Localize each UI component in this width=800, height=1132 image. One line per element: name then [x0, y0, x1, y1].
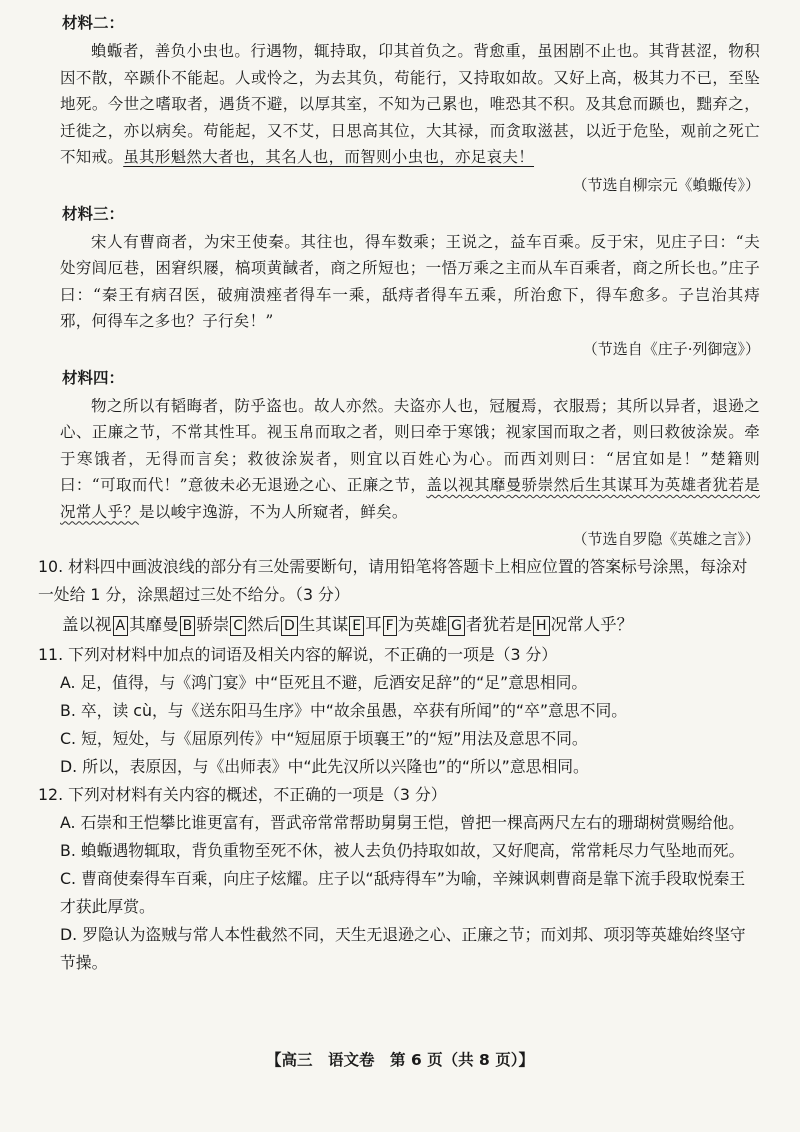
question-11-option-c[interactable]: C. 短，短处，与《屈原列传》中“短屈原于顷襄王”的“短”用法及意思不同。: [60, 729, 588, 748]
q10-seg-2: 其靡曼: [129, 615, 179, 634]
q10-seg-1: 盖以视: [62, 615, 112, 634]
material-2-text: [60, 38, 760, 171]
question-12-option-b[interactable]: B. 蝜蝂遇物辄取，背负重物至死不休，被人去负仍持取如故，又好爬高，常常耗尽力气坠地而死。: [60, 841, 745, 860]
material-4-source: （节选自罗隐《英雄之言》）: [572, 530, 760, 548]
material-4-body-after: 是以峻宇逸游，不为人所窥者，鲜矣。: [139, 502, 408, 521]
q10-seg-6: 耳: [365, 615, 382, 634]
q10-box-d[interactable]: D: [281, 616, 298, 636]
material-3-text-wrap: [60, 229, 760, 335]
q10-box-e[interactable]: E: [349, 616, 364, 636]
question-10-stem: 10. 材料四中画波浪线的部分有三处需要断句，请用铅笔将答题卡上相应位置的答案标号涂黑，每涂对一处给 1 分，涂黑超过三处不给分。（3 分）: [38, 557, 748, 604]
q10-box-c[interactable]: C: [230, 616, 246, 636]
question-12-option-c[interactable]: C. 曹商使秦得车百乘，向庄子炫耀。庄子以“舐痔得车”为喻，辛辣讽刺曹商是靠下流手段取悦秦王才获此厚赏。: [60, 869, 746, 916]
q10-seg-8: 者犹若是: [466, 615, 533, 634]
question-10-sentence: [62, 609, 760, 641]
question-12: [38, 781, 760, 977]
q10-seg-4: 然后: [246, 615, 280, 634]
question-11: [38, 641, 760, 781]
question-12-option-d[interactable]: D. 罗隐认为盗贼与常人本性截然不同，天生无退逊之心、正廉之节；而刘邦、项羽等英雄始终坚守节操。: [60, 925, 746, 972]
material-2-source: （节选自柳宗元《蝜蝂传》）: [572, 175, 760, 194]
q10-seg-7: 为英雄: [397, 615, 448, 634]
q10-box-g[interactable]: G: [448, 616, 465, 636]
q10-seg-9: 况常人乎？: [550, 615, 634, 634]
exam-page: [38, 8, 760, 977]
material-4-heading: 材料四：: [62, 368, 125, 387]
material-2-body: 蝜蝂者，善负小虫也。行遇物，辄持取，卬其首负之。背愈重，虽困剧不止也。其背甚涩，物积因不散，卒踬仆不能起。人或怜之，为去其负，苟能行，又持取如故。又好上高，极其力不已，至坠地死。今世之嗜取者，遇货不避，以厚其室，不知为己累也，唯恐其不积。及其怠而踬也，黜弃之，迁徙之，亦以病矣。苟能起，又不艾，日思高其位，大其禄，而贪取滋甚，以近于危坠，观前之死亡不知戒。: [60, 42, 760, 166]
material-2-underlined: 虽其形魁然大者也，其名人也，而智则小虫也，亦足哀夫！: [123, 148, 535, 166]
material-3-source: （节选自《庄子·列御寇》）: [582, 339, 760, 358]
q10-box-b[interactable]: B: [180, 616, 196, 636]
q10-seg-3: 骄崇: [196, 615, 230, 634]
question-11-option-b[interactable]: B. 卒，读 cù，与《送东阳马生序》中“故余虽愚，卒获有所闻”的“卒”意思不同。: [60, 701, 628, 720]
q10-seg-5: 生其谋: [298, 615, 349, 634]
q10-box-a[interactable]: A: [113, 616, 129, 636]
question-11-option-d[interactable]: D. 所以，表原因，与《出师表》中“此先汉所以兴隆也”的“所以”意思相同。: [60, 757, 589, 776]
material-4-body-before: 物之所以有韬晦者，防乎盗也。故人亦然。夫盗亦人也，冠履焉，衣服焉；其所以异者，退逊之心、正廉之节，不常其性耳。视玉帛而取之者，则曰牵于寒饿；视家国而取之者，则曰救彼涂炭。牵于寒饿者，无得而言矣；救彼涂炭者，则宜以百姓心为心。而西刘则曰：“居宜如是！”楚籍则曰：“可取而代！”意彼未必无退逊之心、正廉之节，: [60, 396, 760, 494]
material-3-text: 宋人有曹商者，为宋王使秦。其往也，得车数乘；王说之，益车百乘。反于宋，见庄子曰：“夫处穷闾厄巷，困窘织屦，槁项黄馘者，商之所短也；一悟万乘之主而从车百乘者，商之所长也。”庄子曰：“秦王有病召医，破痈溃痤者得车一乘，舐痔者得车五乘，所治愈下，得车愈多。子岂治其痔邪，何得车之多也？子行矣！”: [60, 232, 760, 330]
material-4-text: [60, 393, 760, 526]
question-10: [38, 553, 760, 641]
question-12-option-a[interactable]: A. 石崇和王恺攀比谁更富有，晋武帝常常帮助舅舅王恺，曾把一棵高两尺左右的珊瑚树赏赐给他。: [60, 813, 745, 832]
material-4-wavy-line: 盖以视其靡曼骄崇然后生其谋耳为英雄者犹若是况常人乎？: [60, 476, 760, 521]
question-12-stem: 12. 下列对材料有关内容的概述，不正确的一项是（3 分）: [38, 785, 447, 804]
question-11-option-a[interactable]: A. 足，值得，与《鸿门宴》中“臣死且不避，卮酒安足辞”的“足”意思相同。: [60, 673, 588, 692]
question-11-stem: 11. 下列对材料中加点的词语及相关内容的解说，不正确的一项是（3 分）: [38, 645, 558, 664]
page-footer: 【高三 语文卷 第 6 页（共 8 页）】: [266, 1051, 534, 1069]
q10-box-h[interactable]: H: [533, 616, 550, 636]
q10-box-f[interactable]: F: [383, 616, 397, 636]
material-3-heading: 材料三：: [62, 204, 125, 223]
material-2-heading: 材料二：: [62, 14, 125, 32]
